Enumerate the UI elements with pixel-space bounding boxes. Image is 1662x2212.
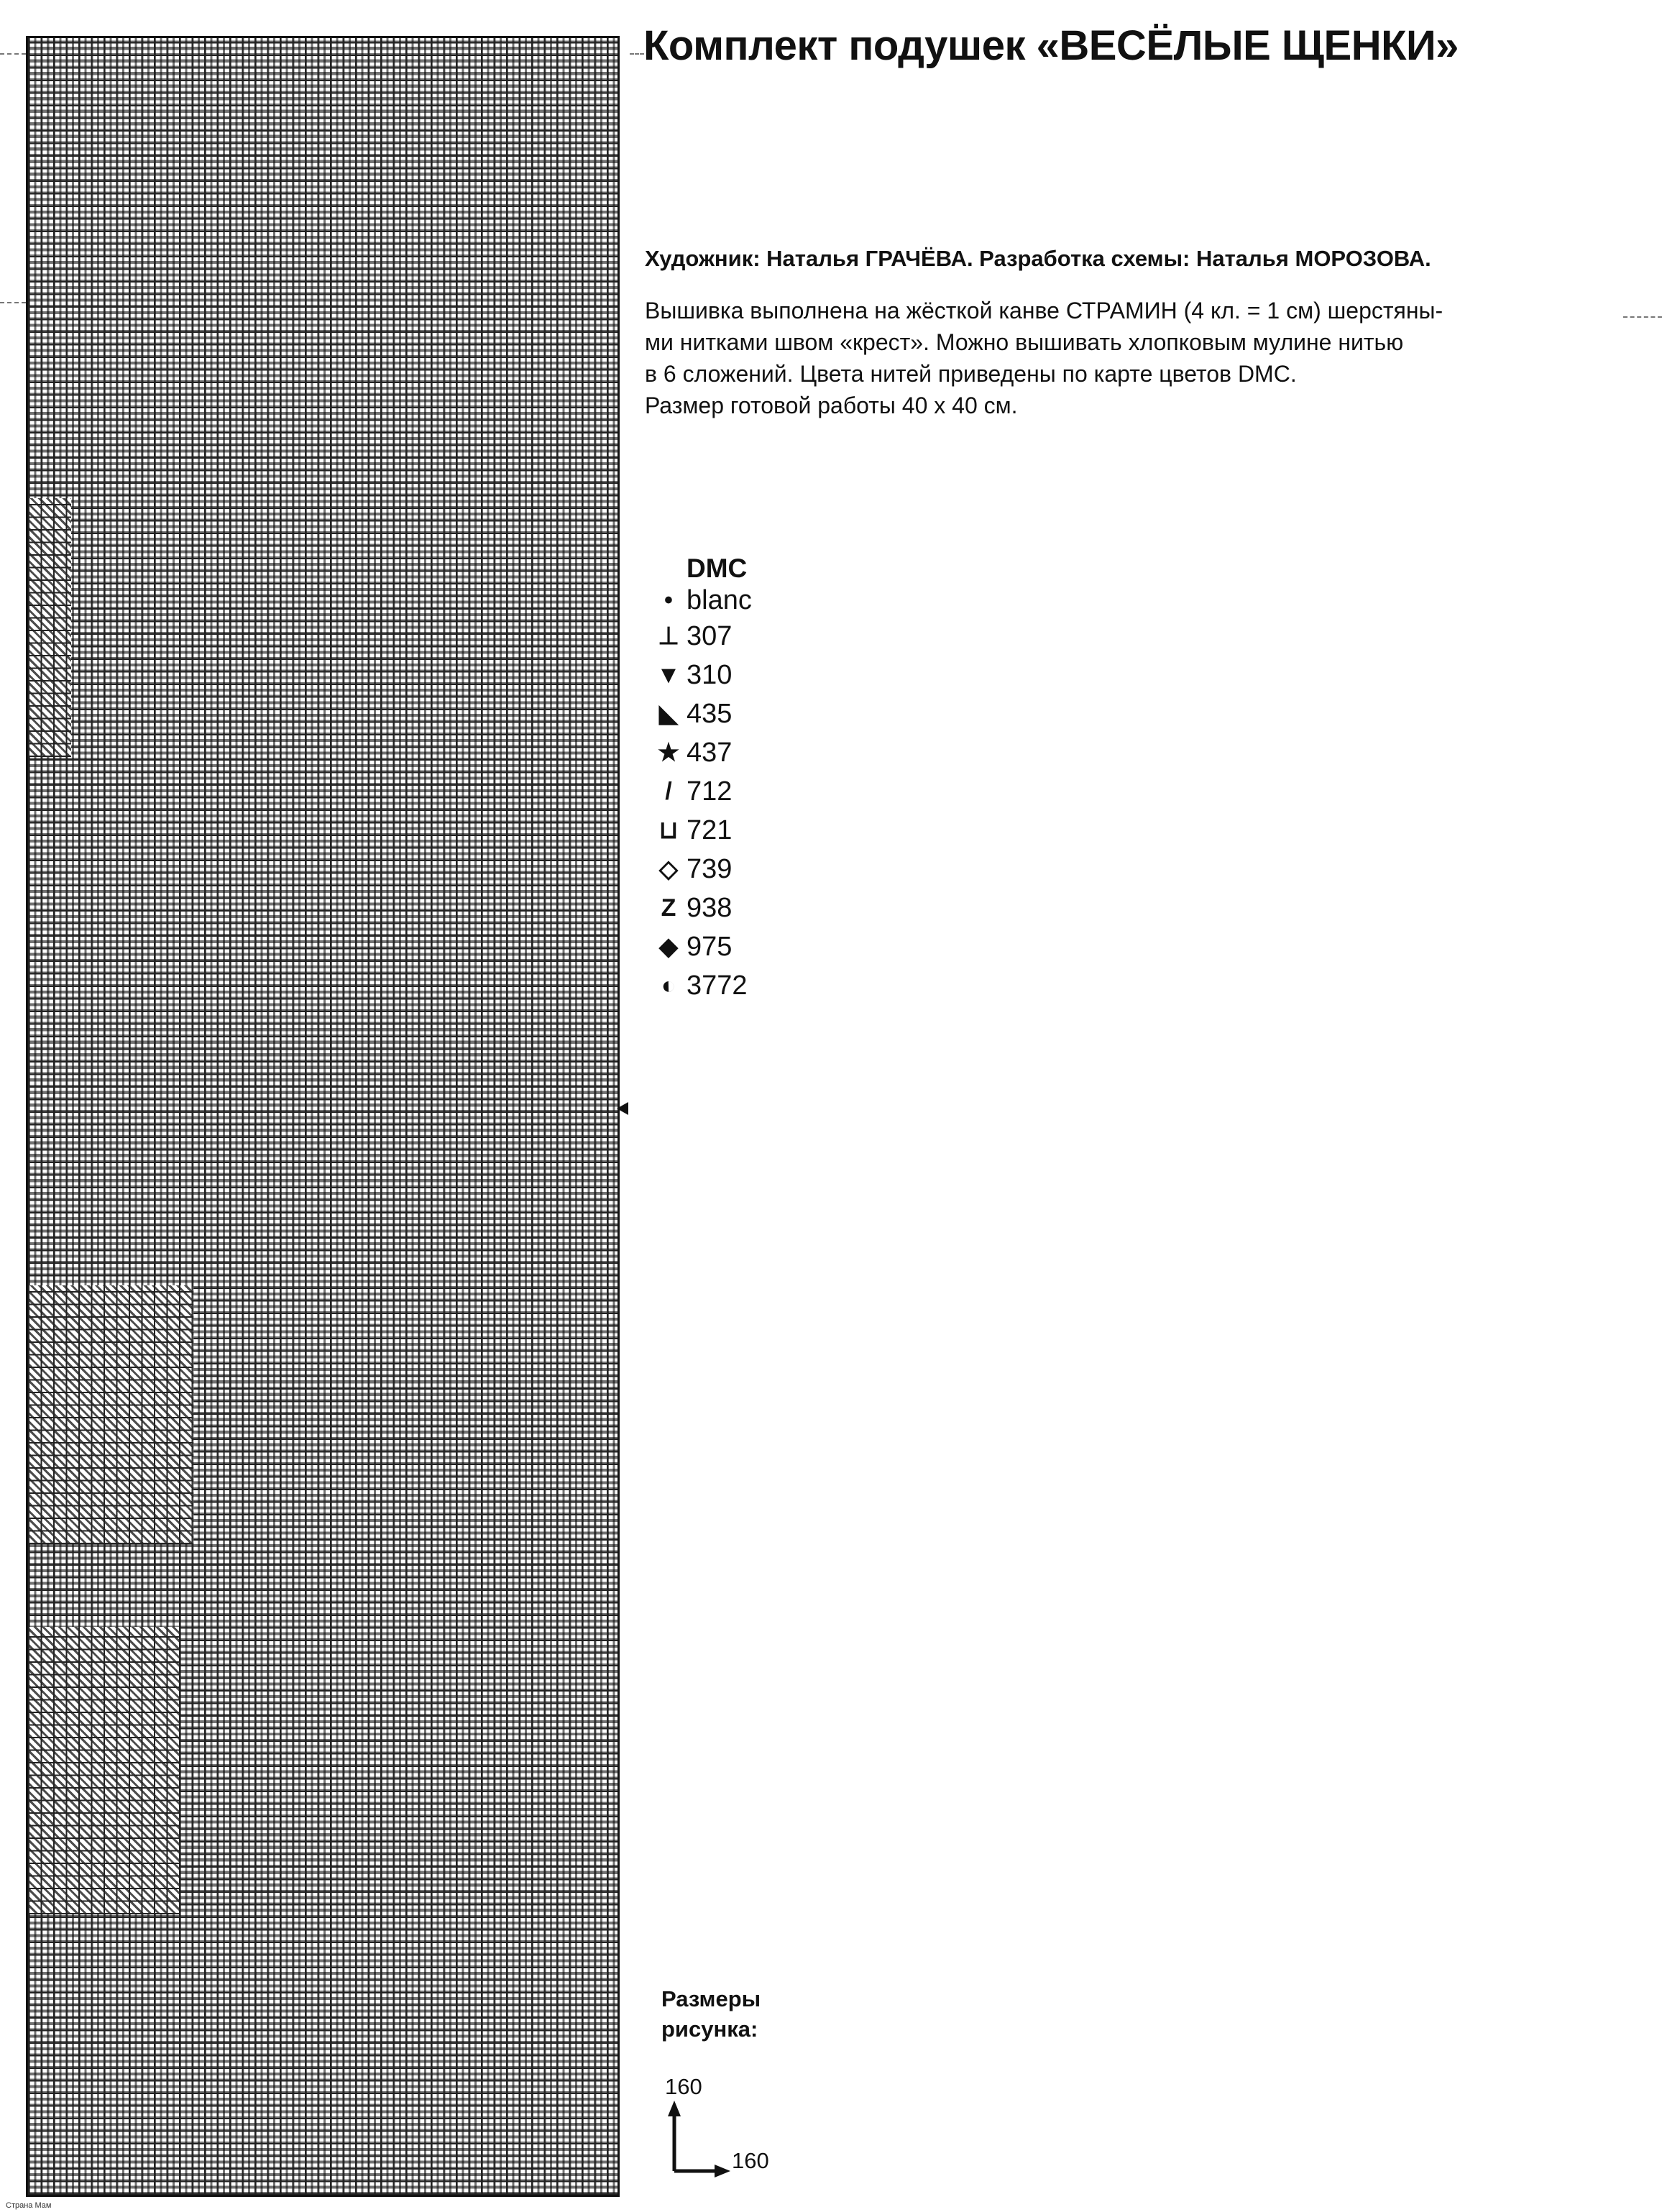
description-line: ми нитками швом «крест». Можно вышивать хлопковым мулине нитью (645, 329, 1404, 355)
legend-item (651, 850, 752, 889)
pattern-width-value: 160 (732, 2148, 769, 2173)
legend-code: 975 (687, 931, 733, 962)
page-guide-line (0, 53, 26, 55)
pattern-size-label-line: Размеры (661, 1986, 761, 2011)
legend-code: 307 (687, 620, 733, 651)
legend-item (651, 584, 752, 617)
size-arrows-icon (660, 2099, 732, 2178)
down-triangle-symbol-icon: ▼ (656, 661, 681, 689)
color-legend (651, 554, 752, 1005)
center-marker-icon (617, 1102, 628, 1115)
legend-item (651, 772, 752, 811)
legend-item (651, 733, 752, 772)
chart-pattern-block (28, 1285, 193, 1544)
half-circle-symbol-icon: ◐ (661, 971, 676, 999)
credits: Художник: Наталья ГРАЧЁВА. Разработка схемы: Наталья МОРОЗОВА. (645, 246, 1431, 271)
legend-code: 3772 (687, 970, 748, 1001)
legend-header: DMC (687, 554, 748, 583)
legend-item (651, 966, 752, 1005)
description (645, 295, 1637, 421)
legend-item (651, 927, 752, 966)
description-line: в 6 сложений. Цвета нитей приведены по карте цветов DMC. (645, 361, 1297, 387)
legend-code: 437 (687, 737, 733, 768)
legend-code: 310 (687, 659, 733, 690)
chart-pattern-block (28, 1627, 179, 1914)
legend-item (651, 617, 752, 656)
up-tack-symbol-icon: ⊥ (658, 623, 679, 650)
legend-list (651, 584, 752, 1005)
pattern-size-label-line: рисунка: (661, 2016, 758, 2042)
pattern-size-label (661, 1984, 805, 2045)
open-box-symbol-icon: ⊔ (658, 817, 679, 844)
slash-symbol-icon: / (665, 777, 672, 805)
footer-credit: Страна Мам (6, 2201, 52, 2210)
description-line: Размер готовой работы 40 х 40 см. (645, 393, 1018, 418)
legend-item (651, 811, 752, 850)
legend-code: 739 (687, 853, 733, 884)
page-title: Комплект подушек «ВЕСЁЛЫЕ ЩЕНКИ» (643, 22, 1459, 69)
corner-triangle-symbol-icon: ◣ (658, 700, 679, 728)
star-symbol-icon: ★ (657, 739, 680, 766)
legend-item (651, 694, 752, 733)
description-line: Вышивка выполнена на жёсткой канве СТРАМИН (4 кл. = 1 см) шерстяны- (645, 298, 1443, 323)
legend-code: 938 (687, 892, 733, 923)
legend-item (651, 889, 752, 927)
page-guide-line (0, 302, 26, 303)
legend-code: blanc (687, 584, 752, 615)
diamond-outline-symbol-icon: ◇ (658, 855, 679, 883)
dot-symbol-icon: • (664, 586, 673, 614)
pattern-height-value: 160 (665, 2074, 702, 2099)
cross-stitch-chart (26, 36, 620, 2197)
z-symbol-icon: Z (661, 894, 676, 922)
diamond-filled-symbol-icon: ◆ (658, 933, 679, 960)
legend-item (651, 656, 752, 694)
legend-code: 712 (687, 776, 733, 807)
legend-code: 435 (687, 698, 733, 729)
page-guide-line (630, 53, 644, 55)
legend-code: 721 (687, 814, 733, 845)
chart-pattern-block (28, 498, 71, 757)
